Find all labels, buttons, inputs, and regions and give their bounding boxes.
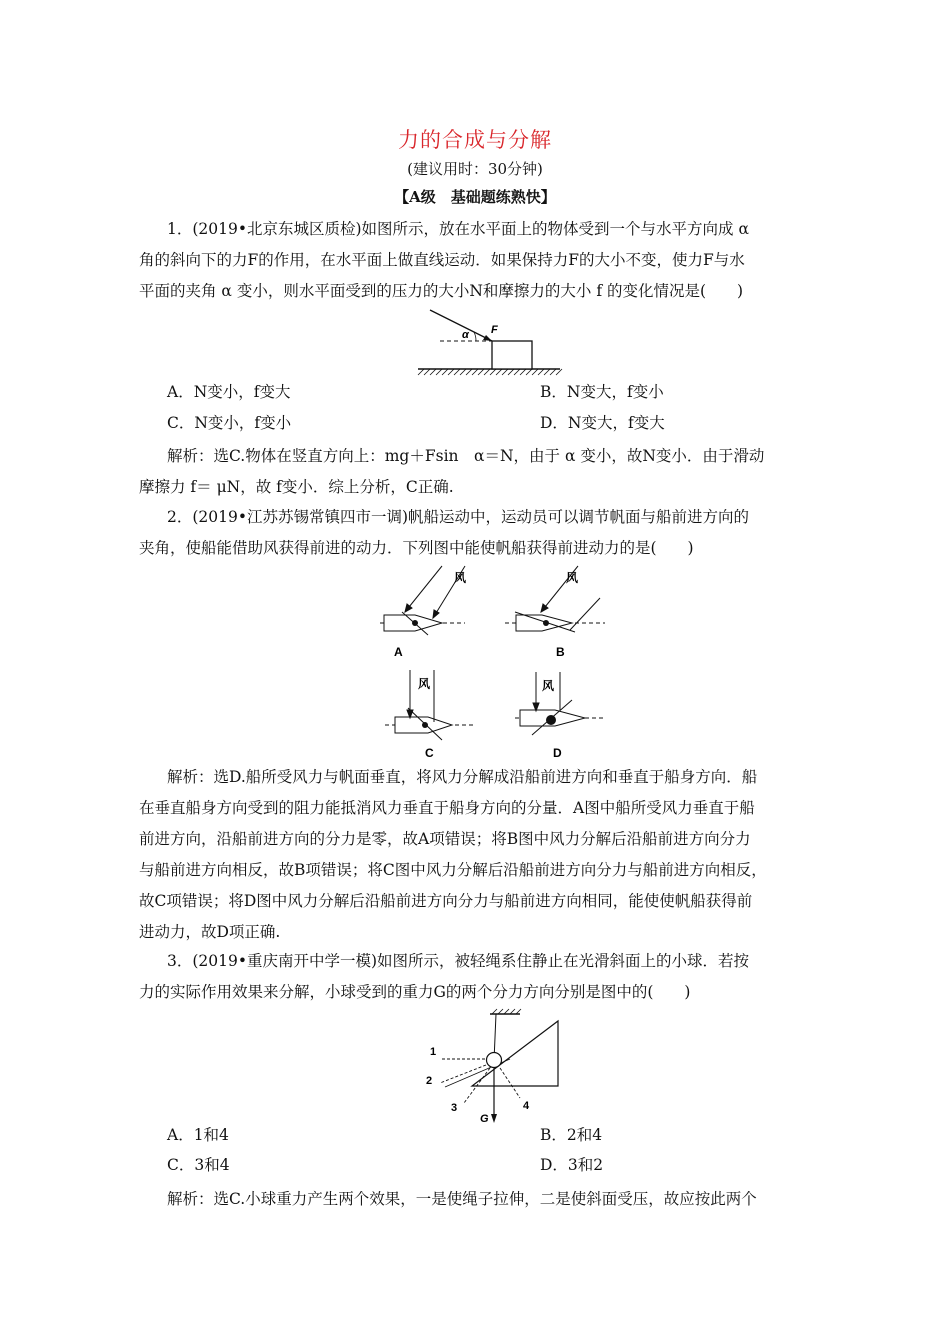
suggested-time: (建议用时：30分钟) xyxy=(407,160,543,178)
question-3 xyxy=(139,946,815,1008)
direction-label-3: 3 xyxy=(451,1102,458,1114)
q3-option-a: A．1和4 xyxy=(167,1126,229,1144)
question-2-line: 夹角，使船能借助风获得前进的动力．下列图中能使帆船获得前进动力的是( ) xyxy=(139,539,694,557)
q2-sailboat-figure xyxy=(370,560,620,765)
diagram-label-b: B xyxy=(556,645,565,659)
q2-analysis xyxy=(139,762,815,948)
wind-label: 风 xyxy=(542,679,555,693)
analysis-line: 解析：选C.小球重力产生两个效果，一是使绳子拉伸，二是使斜面受压，故应按此两个 xyxy=(167,1190,757,1208)
q3-option-c: C．3和4 xyxy=(167,1156,230,1174)
question-3-line: 力的实际作用效果来分解，小球受到的重力G的两个分力方向分别是图中的( ) xyxy=(139,983,691,1001)
q3-option-b: B．2和4 xyxy=(540,1126,603,1144)
q3-option-d: D．3和2 xyxy=(540,1156,604,1174)
q1-block-figure xyxy=(410,305,570,380)
question-2 xyxy=(139,502,815,564)
diagram-label-c: C xyxy=(425,746,434,760)
q3-incline-figure xyxy=(420,1008,570,1123)
analysis-line: 进动力，故D项正确. xyxy=(139,923,281,941)
analysis-line: 故C项错误；将D图中风力分解后沿船前进方向分力与船前进方向相同，能使使帆船获得前 xyxy=(139,892,753,910)
wind-label: 风 xyxy=(566,571,579,585)
analysis-line: 前进方向，沿船前进方向的分力是零，故A项错误；将B图中风力分解后沿船前进方向分力 xyxy=(139,830,751,848)
analysis-line: 解析：选C.物体在竖直方向上：mg＋Fsin α＝N，由于 α 变小，故N变小．由于滑动 xyxy=(167,447,765,465)
wind-label: 风 xyxy=(418,677,431,691)
analysis-line: 摩擦力 f＝ μN，故 f变小．综上分析，C正确. xyxy=(139,478,454,496)
direction-label-1: 1 xyxy=(430,1046,437,1058)
question-1-line: 平面的夹角 α 变小，则水平面受到的压力的大小N和摩擦力的大小 f 的变化情况是( ) xyxy=(139,282,744,300)
question-1-line: 角的斜向下的力F的作用，在水平面上做直线运动．如果保持力F的大小不变，使力F与水 xyxy=(139,251,745,269)
q3-analysis xyxy=(139,1184,815,1215)
question-3-line: 3．(2019•重庆南开中学一模)如图所示，被轻绳系住静止在光滑斜面上的小球．若按 xyxy=(167,952,750,970)
question-1 xyxy=(139,214,815,309)
q1-option-c: C．N变小，f变小 xyxy=(167,414,292,432)
direction-label-4: 4 xyxy=(523,1100,530,1112)
level-heading: 【A级 基础题练熟快】 xyxy=(394,188,556,206)
diagram-label-d: D xyxy=(553,746,562,760)
q1-analysis xyxy=(139,441,815,503)
q1-option-d: D．N变大，f变大 xyxy=(540,414,665,432)
wind-label: 风 xyxy=(454,571,467,585)
analysis-line: 解析：选D.船所受风力与帆面垂直，将风力分解成沿船前进方向和垂直于船身方向．船 xyxy=(167,768,758,786)
q1-option-a: A．N变小，f变大 xyxy=(167,383,291,401)
alpha-label: α xyxy=(462,329,469,341)
q1-option-b: B．N变大，f变小 xyxy=(540,383,664,401)
direction-label-2: 2 xyxy=(426,1075,433,1087)
gravity-label: G xyxy=(480,1113,489,1123)
question-1-line: 1．(2019•北京东城区质检)如图所示，放在水平面上的物体受到一个与水平方向成 α xyxy=(167,220,749,238)
analysis-line: 在垂直船身方向受到的阻力能抵消风力垂直于船身方向的分量．A图中船所受风力垂直于船 xyxy=(139,799,755,817)
force-label: F xyxy=(491,324,498,336)
analysis-line: 与船前进方向相反，故B项错误；将C图中风力分解后沿船前进方向分力与船前进方向相反， xyxy=(139,861,767,879)
question-2-line: 2．(2019•江苏苏锡常镇四市一调)帆船运动中，运动员可以调节帆面与船前进方向的 xyxy=(167,508,750,526)
page-title: 力的合成与分解 xyxy=(398,128,552,152)
diagram-label-a: A xyxy=(394,645,403,659)
